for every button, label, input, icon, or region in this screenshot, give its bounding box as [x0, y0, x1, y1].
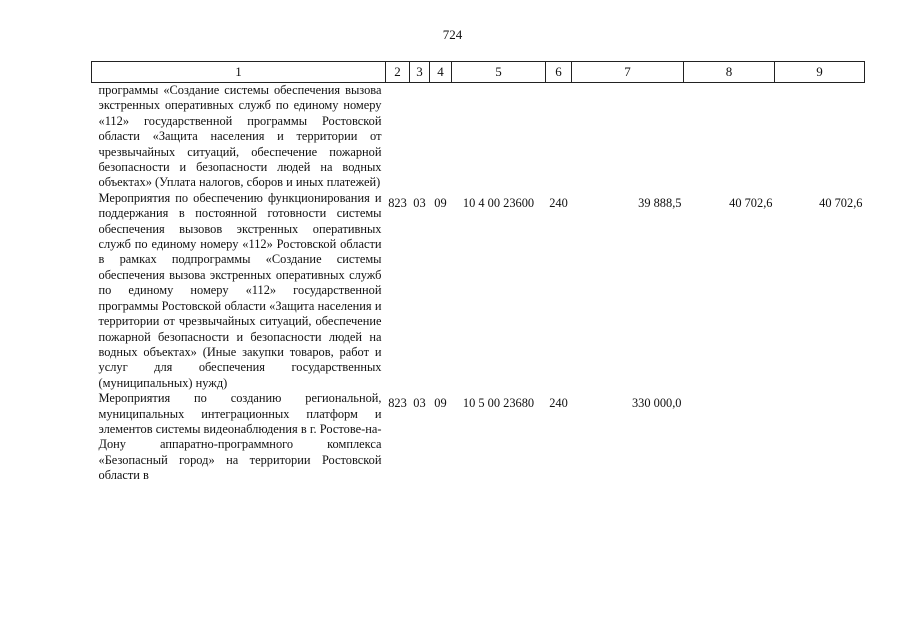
row-amount-2 — [684, 83, 775, 191]
row-section: 03 — [413, 195, 426, 210]
table-row — [92, 83, 865, 191]
row-amount-3 — [775, 83, 865, 191]
header-col-1: 1 — [92, 62, 386, 83]
header-col-6: 6 — [546, 62, 572, 83]
page-number: 724 — [442, 27, 463, 42]
header-col-8: 8 — [684, 62, 775, 83]
row-amount-2 — [684, 391, 775, 483]
row-amount-1 — [572, 83, 684, 191]
row-amount-3: 40 702,6 — [819, 195, 863, 210]
header-col-9: 9 — [775, 62, 865, 83]
row-subsection — [430, 83, 452, 191]
row-target-article: 10 5 00 23680 — [462, 396, 535, 411]
header-col-5: 5 — [452, 62, 546, 83]
row-amount-1: 39 888,5 — [638, 195, 682, 210]
header-col-3: 3 — [410, 62, 430, 83]
table-row — [92, 191, 865, 391]
header-col-2: 2 — [386, 62, 410, 83]
row-target-article — [452, 83, 546, 191]
row-section: 03 — [413, 396, 426, 411]
row-ministry — [386, 83, 410, 191]
row-amount-2: 40 702,6 — [729, 195, 773, 210]
row-expense-type: 240 — [549, 396, 568, 411]
row-ministry: 823 — [388, 396, 407, 411]
table-row — [92, 391, 865, 483]
row-description: Мероприятия по созданию региональной, муниципальных интеграционных платформ и элементов системы видеонаблюдения в г. Ростове-на-Дону аппаратно-программного комплекса «Безопасный город» на территории Ростовской области в — [98, 391, 382, 483]
header-col-7: 7 — [572, 62, 684, 83]
row-target-article: 10 4 00 23600 — [462, 195, 535, 210]
row-subsection: 09 — [434, 195, 447, 210]
row-amount-1: 330 000,0 — [631, 396, 682, 411]
row-subsection: 09 — [434, 396, 447, 411]
budget-table — [91, 61, 865, 484]
row-section — [410, 83, 430, 191]
row-amount-3 — [775, 391, 865, 483]
row-expense-type: 240 — [549, 195, 568, 210]
row-description: программы «Создание системы обеспечения вызова экстренных оперативных служб по единому номеру «112» государственной программы Ростовской области «Защита населения и территории от чрезвычайных ситуаций, обеспечение пожарной безопасности и безопасности людей на водных объектах» (Уплата налогов, сборов и иных платежей) — [98, 83, 382, 190]
row-expense-type — [546, 83, 572, 191]
row-ministry: 823 — [388, 195, 407, 210]
row-description: Мероприятия по обеспечению функционирования и поддержания в постоянной готовности системы обеспечения вызовов экстренных оперативных служб по единому номеру «112» Ростовской области в рамках подпрограммы «Создание системы обеспечения вызова экстренных оперативных служб по единому номеру «112» государственной программы Ростовской области «Защита населения и территории от чрезвычайных ситуаций, обеспечение пожарной безопасности и безопасности людей на водных объектах» (Иные закупки товаров, работ и услуг для обеспечения государственных (муниципальных) нужд) — [98, 190, 382, 390]
table-header-row — [92, 62, 865, 83]
header-col-4: 4 — [430, 62, 452, 83]
